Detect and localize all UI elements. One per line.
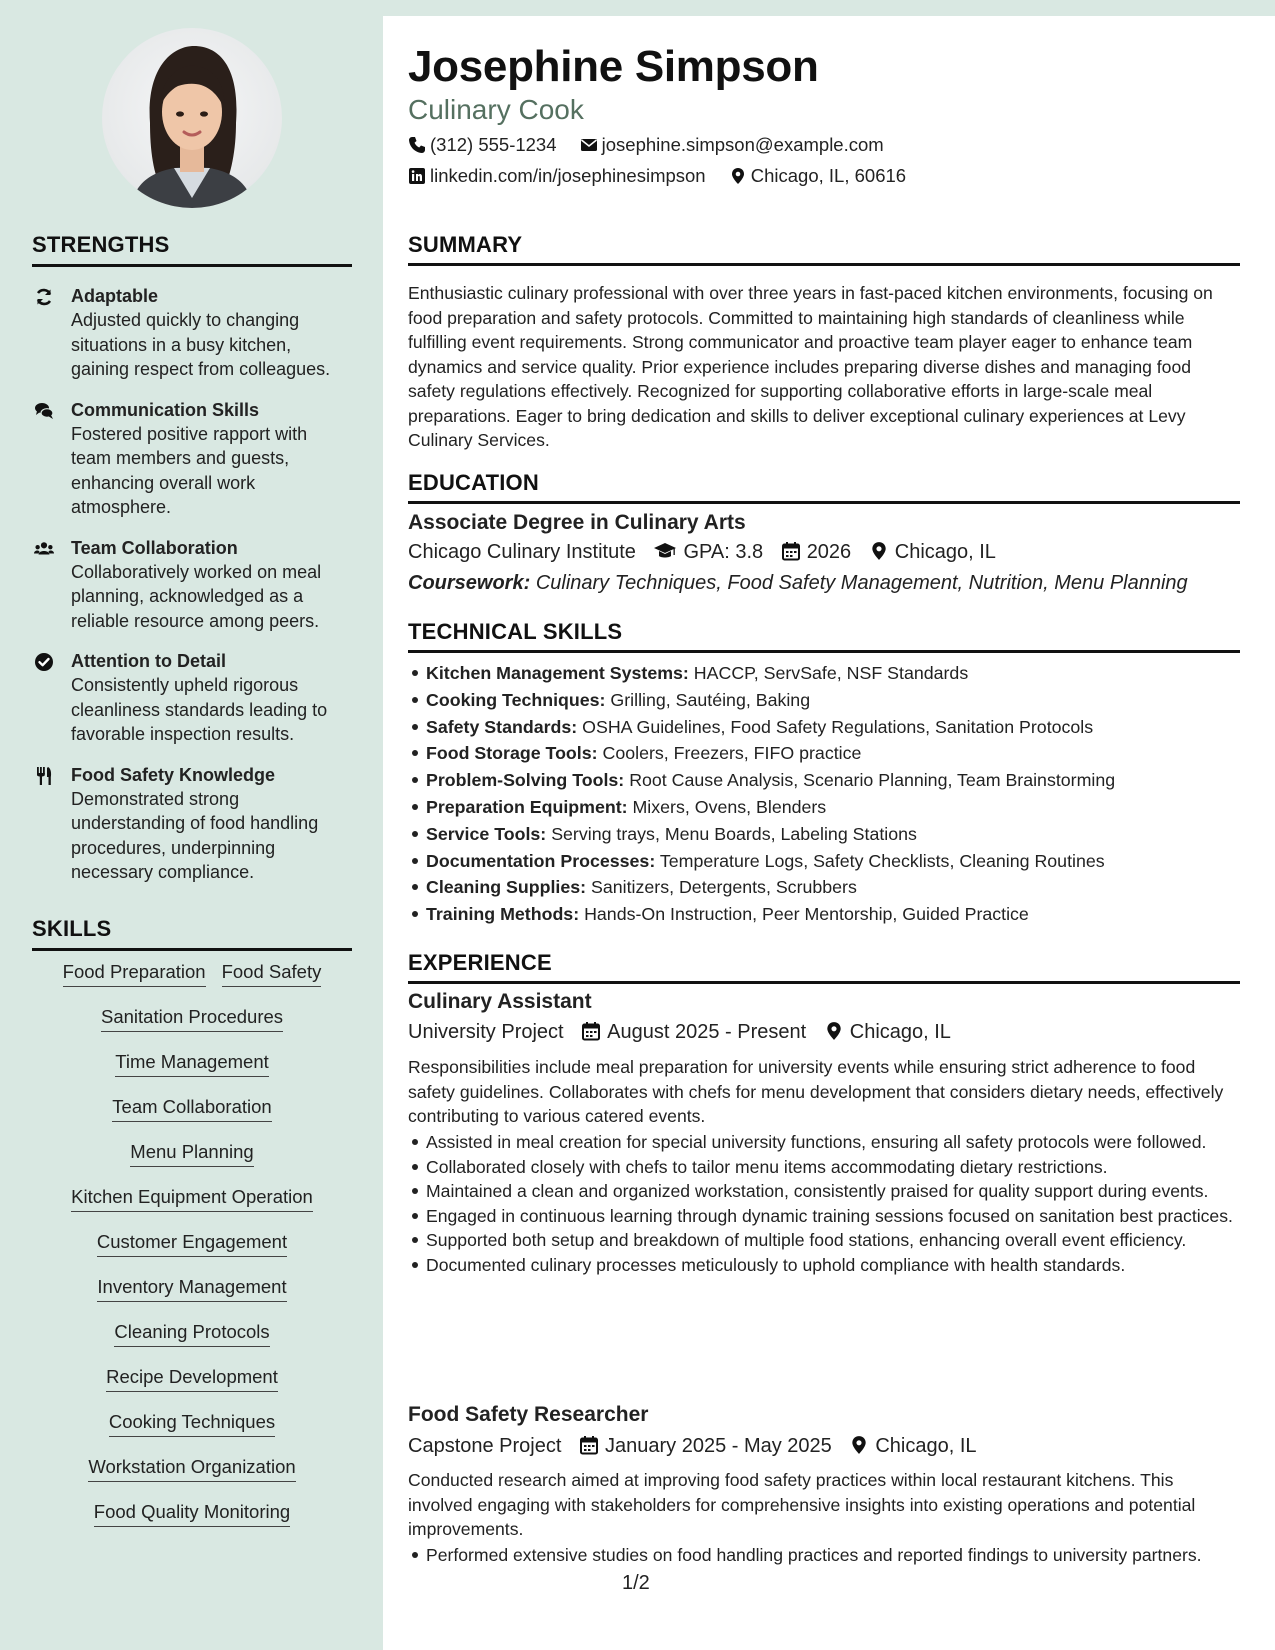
job-bullet: Supported both setup and breakdown of multiple food stations, enhancing overall event efficiency.: [426, 1228, 1258, 1253]
skill-row: [32, 1320, 352, 1365]
strength-item: [32, 536, 352, 634]
tech-skill-item: [426, 740, 1258, 767]
strength-desc: Fostered positive rapport with team members and guests, enhancing overall work atmosphere.: [71, 423, 308, 517]
location-pin-icon: [824, 1021, 844, 1041]
skill-tag: Menu Planning: [130, 1140, 253, 1167]
strength-title: Communication Skills: [71, 399, 260, 420]
location-pin-icon: [849, 1435, 869, 1455]
skill-tag: Cooking Techniques: [109, 1410, 275, 1437]
profile-photo: [102, 28, 282, 208]
experience-heading: EXPERIENCE: [408, 950, 1240, 984]
tech-skill-item: [426, 714, 1258, 741]
job-bullet: Maintained a clean and organized workstation, consistently praised for quality support during events.: [426, 1179, 1258, 1204]
tech-skill-item: [426, 848, 1258, 875]
job-location: Chicago, IL: [849, 1021, 951, 1043]
strength-desc: Adjusted quickly to changing situations in a busy kitchen, gaining respect from colleagues.: [71, 310, 331, 379]
skill-tag: Kitchen Equipment Operation: [71, 1185, 313, 1212]
strength-title: Food Safety Knowledge: [71, 764, 276, 785]
skill-row: [32, 1005, 352, 1050]
job-title: Food Safety Researcher: [408, 1403, 649, 1426]
sidebar: [0, 0, 383, 1650]
skill-tag: Time Management: [115, 1050, 269, 1077]
coursework: [408, 572, 1188, 595]
graduation-cap-icon: [653, 541, 677, 561]
skill-row: [32, 1500, 352, 1545]
job-bullets: [408, 1130, 1258, 1277]
tech-skill-item: [426, 874, 1258, 901]
job-bullet: Documented culinary processes meticulously to uphold compliance with health standards.: [426, 1253, 1258, 1278]
skill-tag: Workstation Organization: [88, 1455, 295, 1482]
education-meta: [408, 541, 996, 564]
tech-skill-label: Kitchen Management Systems:: [426, 663, 689, 683]
tech-skill-value: Grilling, Sautéing, Baking: [610, 689, 811, 710]
tech-skill-value: OSHA Guidelines, Food Safety Regulations, Sanitation Protocols: [582, 716, 1094, 737]
coursework-list: Culinary Techniques, Food Safety Management, Nutrition, Menu Planning: [535, 572, 1188, 594]
tech-skill-label: Safety Standards:: [426, 716, 578, 737]
job-bullet: Assisted in meal creation for special university functions, ensuring all safety protocols were followed.: [426, 1130, 1258, 1155]
skill-row: [32, 1230, 352, 1275]
calendar-icon: [581, 1021, 601, 1041]
skill-tag: Cleaning Protocols: [114, 1320, 269, 1347]
graduation-year: 2026: [806, 541, 852, 563]
contact-line-2: [408, 165, 906, 187]
strength-title: Adaptable: [71, 286, 159, 306]
skill-tag: Customer Engagement: [97, 1230, 287, 1257]
gpa: GPA: 3.8: [683, 541, 764, 563]
strength-title: Attention to Detail: [71, 651, 226, 671]
email-address[interactable]: josephine.simpson@example.com: [601, 134, 884, 155]
skill-tag: Food Quality Monitoring: [94, 1500, 290, 1527]
strength-title: Team Collaboration: [71, 537, 238, 558]
utensils-icon: [34, 766, 54, 786]
strength-desc: Collaboratively worked on meal planning, acknowledged as a reliable resource among peers.: [71, 561, 322, 631]
job-title: Culinary Assistant: [408, 990, 592, 1013]
strength-item: [32, 398, 352, 520]
tech-skill-value: Hands-On Instruction, Peer Mentorship, Guided Practice: [584, 904, 1029, 925]
tech-skill-label: Preparation Equipment:: [426, 796, 628, 817]
job-description: Responsibilities include meal preparation for university events while ensuring strict adherence to food safety guidelines. Collaborates with chefs for menu development that considers dietary needs, effectively contributing to various catered events.: [408, 1057, 1224, 1126]
skill-row: [32, 1365, 352, 1410]
skills-heading: SKILLS: [32, 916, 352, 951]
skill-row: [32, 960, 352, 1005]
job-org: University Project: [408, 1021, 564, 1043]
skill-row: [32, 1455, 352, 1500]
tech-skill-label: Cooking Techniques:: [426, 689, 606, 710]
location-pin-icon: [869, 541, 889, 561]
degree-title: Associate Degree in Culinary Arts: [408, 511, 746, 534]
skill-tag: Sanitation Procedures: [101, 1005, 283, 1032]
job-dates: January 2025 - May 2025: [604, 1435, 832, 1457]
tech-skill-item: [426, 901, 1258, 928]
strength-item: [32, 284, 352, 382]
job-bullets: [408, 1543, 1258, 1568]
skill-tag: Food Preparation: [63, 960, 206, 987]
skill-tag: Food Safety: [222, 960, 322, 987]
tech-skill-item: [426, 687, 1258, 714]
contact-line-1: [408, 134, 884, 156]
education-heading: EDUCATION: [408, 470, 1240, 504]
strength-desc: Demonstrated strong understanding of food handling procedures, underpinning necessary compliance.: [71, 788, 319, 882]
tech-skill-item: [426, 821, 1258, 848]
tech-skill-value: HACCP, ServSafe, NSF Standards: [693, 663, 969, 683]
tech-skill-value: Serving trays, Menu Boards, Labeling Stations: [551, 823, 917, 844]
calendar-icon: [579, 1435, 599, 1455]
tech-skill-label: Cleaning Supplies:: [426, 877, 587, 898]
strengths-heading: STRENGTHS: [32, 232, 352, 267]
phone-number: (312) 555-1234: [430, 134, 557, 155]
job-dates: August 2025 - Present: [607, 1021, 807, 1043]
location-pin-icon: [729, 167, 747, 185]
tech-skill-item: [426, 660, 1258, 687]
strength-item: [32, 763, 352, 885]
check-circle-icon: [34, 652, 54, 672]
location: Chicago, IL, 60616: [750, 165, 907, 186]
candidate-title: Culinary Cook: [408, 94, 584, 125]
skill-tag: Recipe Development: [106, 1365, 278, 1392]
tech-skill-value: Root Cause Analysis, Scenario Planning, Team Brainstorming: [629, 770, 1116, 791]
candidate-name: Josephine Simpson: [408, 42, 819, 91]
tech-skill-item: [426, 767, 1258, 794]
skill-row: [32, 1185, 352, 1230]
technical-skills-list: [408, 660, 1258, 928]
tech-skill-value: Sanitizers, Detergents, Scrubbers: [591, 877, 857, 898]
skill-row: [32, 1410, 352, 1455]
email-icon: [580, 136, 598, 154]
job-meta: [408, 1435, 977, 1458]
job-description: Conducted research aimed at improving food safety practices within local restaurant kitchens. This involved engaging with stakeholders for comprehensive insights into existing operations and potential improvements.: [408, 1470, 1196, 1539]
refresh-icon: [34, 287, 54, 307]
job-bullet: Performed extensive studies on food handling practices and reported findings to university partners.: [426, 1543, 1258, 1568]
comments-icon: [34, 401, 54, 421]
tech-skill-label: Documentation Processes:: [426, 850, 656, 871]
linkedin-icon: [408, 167, 426, 185]
tech-skill-value: Temperature Logs, Safety Checklists, Cleaning Routines: [659, 850, 1105, 871]
tech-skill-label: Service Tools:: [426, 823, 547, 844]
school-location: Chicago, IL: [894, 541, 996, 563]
skills-list: [32, 960, 352, 1545]
job-org: Capstone Project: [408, 1435, 562, 1457]
tech-skill-label: Training Methods:: [426, 904, 580, 925]
job-meta: [408, 1021, 951, 1044]
summary-heading: SUMMARY: [408, 232, 1240, 266]
job-bullet: Collaborated closely with chefs to tailor menu items accommodating dietary restrictions.: [426, 1155, 1258, 1180]
tech-skill-label: Food Storage Tools:: [426, 743, 598, 764]
tech-skill-label: Problem-Solving Tools:: [426, 770, 625, 791]
strengths-list: [32, 284, 352, 901]
skill-row: [32, 1140, 352, 1185]
skill-tag: Team Collaboration: [112, 1095, 271, 1122]
users-icon: [34, 539, 54, 559]
summary-text: Enthusiastic culinary professional with over three years in fast-paced kitchen environments, focusing on food preparation and safety protocols. Committed to maintaining high standards of cleanliness while fulfilling event requirements. Strong communicator and proactive team player eager to enhance team dynamics and service quality. Prior experience includes preparing diverse dishes and managing food safety regulations effectively. Recognized for supporting collaborative efforts in large-scale meal preparations. Eager to bring dedication and skills to deliver exceptional culinary experiences at Levy Culinary Services.: [408, 283, 1213, 450]
tech-skill-value: Mixers, Ovens, Blenders: [632, 796, 827, 817]
job-bullet: Engaged in continuous learning through dynamic training sessions focused on sanitation best practices.: [426, 1204, 1258, 1229]
portrait-illustration: [102, 28, 282, 208]
skill-row: [32, 1095, 352, 1140]
skill-tag: Inventory Management: [97, 1275, 286, 1302]
job-location: Chicago, IL: [875, 1435, 977, 1457]
strength-desc: Consistently upheld rigorous cleanliness standards leading to favorable inspection results.: [71, 675, 328, 744]
phone-icon: [408, 136, 426, 154]
strength-item: [32, 649, 352, 747]
page-indicator: 1/2: [622, 1572, 650, 1594]
skill-row: [32, 1050, 352, 1095]
school-name: Chicago Culinary Institute: [408, 541, 636, 563]
coursework-label: Coursework:: [408, 572, 531, 594]
tech-skill-value: Coolers, Freezers, FIFO practice: [602, 743, 862, 764]
technical-skills-heading: TECHNICAL SKILLS: [408, 619, 1240, 653]
tech-skill-item: [426, 794, 1258, 821]
skill-row: [32, 1275, 352, 1320]
calendar-icon: [781, 541, 801, 561]
linkedin-url[interactable]: linkedin.com/in/josephinesimpson: [430, 165, 706, 186]
